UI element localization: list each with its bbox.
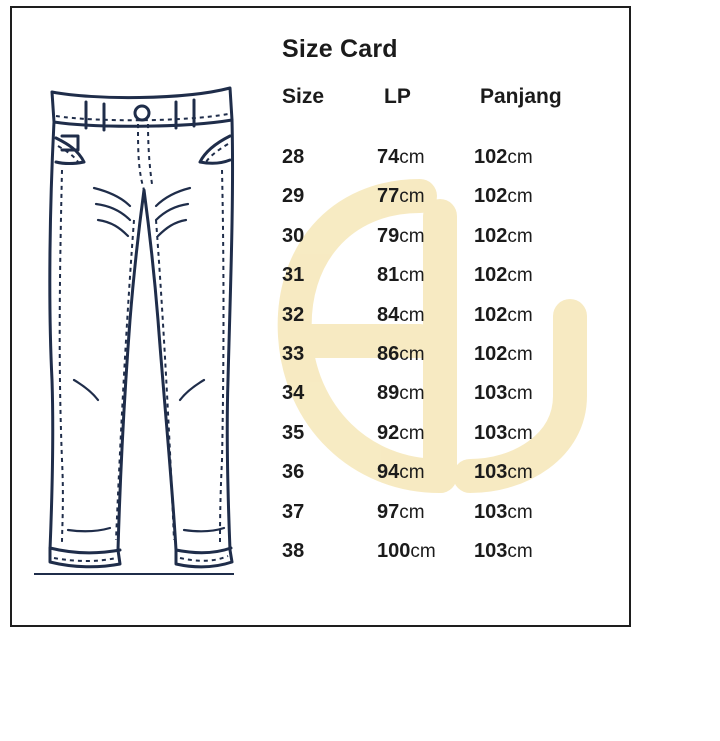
- panjang-value: [474, 185, 533, 208]
- lp-value: [377, 225, 425, 248]
- lp-value: [377, 343, 425, 366]
- lp-value-number: 86: [377, 343, 400, 365]
- unit-label: cm: [399, 501, 425, 523]
- lp-value-number: 97: [377, 500, 400, 523]
- panjang-value-number: 102: [474, 146, 508, 168]
- lp-value-number: 79: [377, 224, 400, 247]
- size-value: 36: [282, 461, 305, 484]
- lp-value: [377, 461, 425, 484]
- unit-label: cm: [507, 225, 533, 247]
- unit-label: cm: [399, 147, 425, 168]
- unit-label: cm: [399, 304, 425, 326]
- panjang-value: [474, 304, 533, 327]
- unit-label: cm: [399, 186, 425, 208]
- table-row: [12, 225, 629, 255]
- panjang-value-number: 103: [474, 461, 508, 484]
- lp-value: [377, 540, 436, 563]
- size-value: 32: [282, 303, 305, 326]
- panjang-value-number: 103: [474, 500, 508, 523]
- panjang-value: [474, 146, 533, 169]
- table-row: [12, 501, 629, 531]
- table-row: [12, 540, 629, 570]
- unit-label: cm: [507, 541, 533, 562]
- size-value: 29: [282, 185, 305, 208]
- panjang-value-number: 102: [474, 343, 508, 365]
- size-value: 35: [282, 421, 305, 444]
- lp-value: [377, 185, 425, 208]
- unit-label: cm: [507, 344, 533, 365]
- size-value: 28: [282, 146, 305, 168]
- lp-value: [377, 264, 425, 287]
- unit-label: cm: [399, 225, 425, 247]
- size-card: [10, 6, 631, 627]
- lp-value: [377, 146, 425, 169]
- table-row: [12, 146, 629, 176]
- panjang-value: [474, 540, 533, 563]
- unit-label: cm: [399, 422, 425, 444]
- size-value: 33: [282, 343, 305, 365]
- size-value: 37: [282, 500, 305, 523]
- unit-label: cm: [410, 541, 436, 562]
- size-value: 31: [282, 264, 305, 287]
- panjang-value-number: 103: [474, 540, 508, 562]
- unit-label: cm: [507, 265, 533, 287]
- unit-label: cm: [507, 422, 533, 444]
- unit-label: cm: [399, 265, 425, 287]
- unit-label: cm: [399, 462, 425, 484]
- table-row: [12, 461, 629, 491]
- lp-value-number: 89: [377, 382, 400, 405]
- lp-value: [377, 501, 425, 524]
- table-row: [12, 382, 629, 412]
- panjang-value-number: 102: [474, 264, 508, 287]
- lp-value: [377, 422, 425, 445]
- unit-label: cm: [399, 344, 425, 365]
- unit-label: cm: [507, 501, 533, 523]
- table-row: [12, 343, 629, 373]
- lp-value-number: 94: [377, 461, 400, 484]
- header-panjang: Panjang: [480, 85, 562, 108]
- size-value: 34: [282, 382, 305, 405]
- size-value: 38: [282, 540, 305, 562]
- panjang-value: [474, 422, 533, 445]
- panjang-value: [474, 501, 533, 524]
- lp-value-number: 74: [377, 146, 400, 168]
- table-row: [12, 264, 629, 294]
- lp-value: [377, 382, 425, 405]
- panjang-value: [474, 225, 533, 248]
- panjang-value: [474, 382, 533, 405]
- table-row: [12, 422, 629, 452]
- unit-label: cm: [507, 147, 533, 168]
- unit-label: cm: [507, 383, 533, 405]
- lp-value-number: 84: [377, 303, 400, 326]
- lp-value-number: 77: [377, 185, 400, 208]
- panjang-value-number: 103: [474, 382, 508, 405]
- panjang-value-number: 102: [474, 224, 508, 247]
- unit-label: cm: [507, 186, 533, 208]
- page-title: Size Card: [282, 35, 398, 63]
- panjang-value-number: 103: [474, 421, 508, 444]
- panjang-value-number: 102: [474, 303, 508, 326]
- size-value: 30: [282, 224, 305, 247]
- panjang-value-number: 102: [474, 185, 508, 208]
- panjang-value: [474, 461, 533, 484]
- panjang-value: [474, 343, 533, 366]
- header-lp: LP: [384, 85, 411, 108]
- unit-label: cm: [399, 383, 425, 405]
- header-size: Size: [282, 85, 325, 108]
- table-row: [12, 185, 629, 215]
- lp-value-number: 92: [377, 421, 400, 444]
- panjang-value: [474, 264, 533, 287]
- unit-label: cm: [507, 462, 533, 484]
- lp-value: [377, 304, 425, 327]
- lp-value-number: 100: [377, 540, 411, 562]
- table-row: [12, 304, 629, 334]
- lp-value-number: 81: [377, 264, 400, 287]
- unit-label: cm: [507, 304, 533, 326]
